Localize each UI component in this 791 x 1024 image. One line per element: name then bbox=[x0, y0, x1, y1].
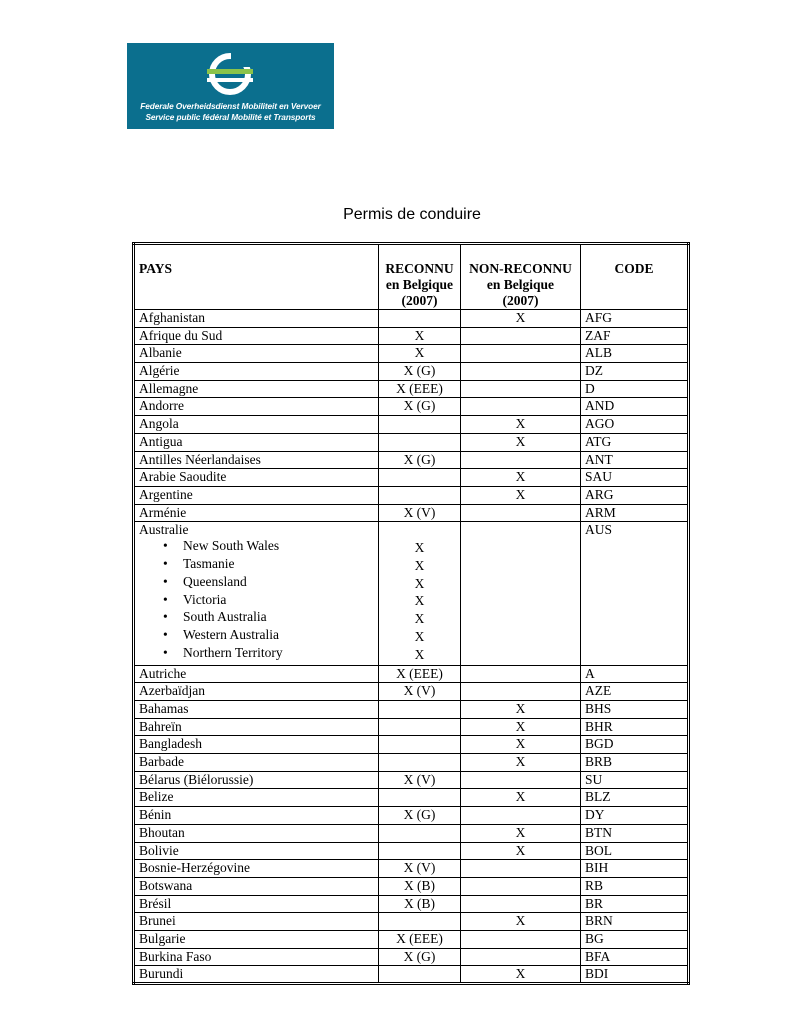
table-body bbox=[134, 310, 689, 984]
reconnu-cell: X (EEE) bbox=[379, 380, 461, 398]
country-code: SU bbox=[581, 771, 689, 789]
country-name: Afrique du Sud bbox=[134, 327, 379, 345]
bullet-icon: • bbox=[163, 609, 168, 625]
bullet-icon: • bbox=[163, 645, 168, 661]
table-row bbox=[134, 310, 689, 328]
non-reconnu-cell: X bbox=[461, 789, 581, 807]
non-reconnu-cell bbox=[461, 860, 581, 878]
list-item bbox=[163, 592, 374, 610]
country-code: ALB bbox=[581, 345, 689, 363]
table-row bbox=[134, 469, 689, 487]
reconnu-cell bbox=[379, 736, 461, 754]
e-emblem-icon bbox=[207, 49, 253, 99]
table-row bbox=[134, 433, 689, 451]
table-row bbox=[134, 877, 689, 895]
country-name: Bhoutan bbox=[134, 824, 379, 842]
country-code: AFG bbox=[581, 310, 689, 328]
reconnu-cell: X (G) bbox=[379, 363, 461, 381]
country-name: Autriche bbox=[134, 665, 379, 683]
list-item bbox=[163, 556, 374, 574]
list-item bbox=[163, 627, 374, 645]
country-code: D bbox=[581, 380, 689, 398]
non-reconnu-cell bbox=[461, 948, 581, 966]
non-reconnu-cell bbox=[461, 363, 581, 381]
state-name: Tasmanie bbox=[183, 556, 235, 572]
table-row bbox=[134, 824, 689, 842]
header-pays: PAYS bbox=[134, 244, 379, 310]
list-item bbox=[163, 609, 374, 627]
reconnu-cell: X (B) bbox=[379, 895, 461, 913]
country-code: ARG bbox=[581, 486, 689, 504]
country-name: Bulgarie bbox=[134, 930, 379, 948]
country-code: DY bbox=[581, 807, 689, 825]
table-row bbox=[134, 504, 689, 522]
country-name: Albanie bbox=[134, 345, 379, 363]
country-code: BG bbox=[581, 930, 689, 948]
reconnu-cell bbox=[379, 754, 461, 772]
country-code: BHR bbox=[581, 718, 689, 736]
non-reconnu-cell bbox=[461, 807, 581, 825]
reconnu-cell: X (EEE) bbox=[379, 930, 461, 948]
spacer bbox=[383, 522, 456, 540]
state-reconnu-mark: X bbox=[414, 646, 425, 662]
country-code: DZ bbox=[581, 363, 689, 381]
header-reconnu bbox=[379, 244, 461, 310]
page-title: Permis de conduire bbox=[343, 206, 481, 223]
country-name: Bahamas bbox=[134, 701, 379, 719]
country-name: Bangladesh bbox=[134, 736, 379, 754]
country-name: Burkina Faso bbox=[134, 948, 379, 966]
reconnu-cell bbox=[379, 966, 461, 984]
driving-license-table bbox=[132, 242, 690, 985]
header-reconnu-line: (2007) bbox=[401, 293, 438, 308]
table-row bbox=[134, 701, 689, 719]
bullet-icon: • bbox=[163, 573, 168, 589]
reconnu-cell: X (G) bbox=[379, 398, 461, 416]
country-name: Barbade bbox=[134, 754, 379, 772]
country-name: Arménie bbox=[134, 504, 379, 522]
country-code: RB bbox=[581, 877, 689, 895]
non-reconnu-cell bbox=[461, 522, 581, 665]
non-reconnu-cell: X bbox=[461, 736, 581, 754]
state-name: Northern Territory bbox=[183, 645, 283, 661]
reconnu-cell bbox=[379, 522, 461, 665]
country-code: ARM bbox=[581, 504, 689, 522]
table-row bbox=[134, 771, 689, 789]
reconnu-cell bbox=[379, 310, 461, 328]
country-name: Argentine bbox=[134, 486, 379, 504]
country-name: Bahreïn bbox=[134, 718, 379, 736]
list-item bbox=[163, 538, 374, 556]
country-code: BDI bbox=[581, 966, 689, 984]
logo-text-dutch: Federale Overheidsdienst Mobiliteit en Vervoer bbox=[140, 101, 321, 111]
non-reconnu-cell bbox=[461, 504, 581, 522]
country-name: Arabie Saoudite bbox=[134, 469, 379, 487]
reconnu-cell: X (G) bbox=[379, 451, 461, 469]
list-item bbox=[163, 574, 374, 592]
state-name: South Australia bbox=[183, 609, 267, 625]
table-row bbox=[134, 451, 689, 469]
reconnu-cell bbox=[379, 718, 461, 736]
header-code: CODE bbox=[581, 244, 689, 310]
table-row bbox=[134, 718, 689, 736]
table-row bbox=[134, 913, 689, 931]
non-reconnu-cell bbox=[461, 683, 581, 701]
reconnu-cell bbox=[379, 824, 461, 842]
reconnu-cell: X bbox=[379, 345, 461, 363]
table-row bbox=[134, 486, 689, 504]
state-reconnu-mark: X bbox=[414, 611, 425, 627]
country-name: Antilles Néerlandaises bbox=[134, 451, 379, 469]
non-reconnu-cell: X bbox=[461, 416, 581, 434]
country-name: Bénin bbox=[134, 807, 379, 825]
state-reconnu-mark: X bbox=[414, 629, 425, 645]
state-list bbox=[139, 538, 374, 663]
non-reconnu-cell: X bbox=[461, 310, 581, 328]
state-reconnu-mark: X bbox=[414, 557, 425, 573]
country-name: Algérie bbox=[134, 363, 379, 381]
header-reconnu-line: RECONNU bbox=[385, 261, 454, 276]
country-name: Antigua bbox=[134, 433, 379, 451]
table-row bbox=[134, 966, 689, 984]
header-non-reconnu bbox=[461, 244, 581, 310]
table-row bbox=[134, 842, 689, 860]
reconnu-cell: X (V) bbox=[379, 860, 461, 878]
non-reconnu-cell: X bbox=[461, 842, 581, 860]
reconnu-cell bbox=[379, 842, 461, 860]
non-reconnu-cell: X bbox=[461, 913, 581, 931]
table-row bbox=[134, 683, 689, 701]
country-code: SAU bbox=[581, 469, 689, 487]
state-name: Queensland bbox=[183, 573, 247, 589]
non-reconnu-cell: X bbox=[461, 754, 581, 772]
header-non-reconnu-line: (2007) bbox=[502, 293, 539, 308]
non-reconnu-cell bbox=[461, 345, 581, 363]
table-row bbox=[134, 665, 689, 683]
list-item bbox=[163, 645, 374, 663]
country-code: AZE bbox=[581, 683, 689, 701]
non-reconnu-cell: X bbox=[461, 718, 581, 736]
reconnu-cell bbox=[379, 433, 461, 451]
table-row bbox=[134, 789, 689, 807]
state-reconnu-mark: X bbox=[414, 593, 425, 609]
bullet-icon: • bbox=[163, 627, 168, 643]
country-code: BRB bbox=[581, 754, 689, 772]
reconnu-cell bbox=[379, 913, 461, 931]
country-code: AND bbox=[581, 398, 689, 416]
country-name: Bosnie-Herzégovine bbox=[134, 860, 379, 878]
country-name: Angola bbox=[134, 416, 379, 434]
reconnu-cell: X (G) bbox=[379, 807, 461, 825]
table-row bbox=[134, 345, 689, 363]
table-row-australia bbox=[134, 522, 689, 665]
non-reconnu-cell: X bbox=[461, 824, 581, 842]
logo-text-french: Service public fédéral Mobilité et Transports bbox=[145, 112, 316, 122]
reconnu-cell: X bbox=[379, 327, 461, 345]
table-row bbox=[134, 948, 689, 966]
country-name: Belize bbox=[134, 789, 379, 807]
country-code: BHS bbox=[581, 701, 689, 719]
reconnu-cell bbox=[379, 789, 461, 807]
country-name: Allemagne bbox=[134, 380, 379, 398]
table-row bbox=[134, 930, 689, 948]
state-reconnu-mark: X bbox=[414, 540, 425, 556]
country-code: ANT bbox=[581, 451, 689, 469]
country-code: BRN bbox=[581, 913, 689, 931]
non-reconnu-cell bbox=[461, 380, 581, 398]
state-reconnu-mark: X bbox=[414, 575, 425, 591]
country-name: Bélarus (Biélorussie) bbox=[134, 771, 379, 789]
non-reconnu-cell: X bbox=[461, 433, 581, 451]
fps-mobility-logo bbox=[127, 43, 334, 129]
country-code: BIH bbox=[581, 860, 689, 878]
non-reconnu-cell bbox=[461, 327, 581, 345]
state-name: Western Australia bbox=[183, 627, 280, 643]
country-code: ZAF bbox=[581, 327, 689, 345]
table-row bbox=[134, 860, 689, 878]
non-reconnu-cell bbox=[461, 398, 581, 416]
non-reconnu-cell: X bbox=[461, 469, 581, 487]
country-code: BR bbox=[581, 895, 689, 913]
bullet-icon: • bbox=[163, 591, 168, 607]
reconnu-cell bbox=[379, 469, 461, 487]
non-reconnu-cell: X bbox=[461, 486, 581, 504]
country-name: Australie bbox=[139, 522, 189, 538]
country-name: Botswana bbox=[134, 877, 379, 895]
reconnu-cell: X (V) bbox=[379, 683, 461, 701]
non-reconnu-cell: X bbox=[461, 966, 581, 984]
country-code: BFA bbox=[581, 948, 689, 966]
country-code: BTN bbox=[581, 824, 689, 842]
reconnu-cell: X (G) bbox=[379, 948, 461, 966]
table-row bbox=[134, 327, 689, 345]
header-non-reconnu-line: NON-RECONNU bbox=[469, 261, 572, 276]
country-name: Azerbaïdjan bbox=[134, 683, 379, 701]
table-row bbox=[134, 736, 689, 754]
reconnu-cell bbox=[379, 416, 461, 434]
country-name: Andorre bbox=[134, 398, 379, 416]
non-reconnu-cell bbox=[461, 665, 581, 683]
bullet-icon: • bbox=[163, 556, 168, 572]
non-reconnu-cell bbox=[461, 930, 581, 948]
country-code: A bbox=[581, 665, 689, 683]
reconnu-cell bbox=[379, 701, 461, 719]
country-code: BLZ bbox=[581, 789, 689, 807]
non-reconnu-cell bbox=[461, 771, 581, 789]
reconnu-cell: X (B) bbox=[379, 877, 461, 895]
country-code: BGD bbox=[581, 736, 689, 754]
reconnu-cell: X (V) bbox=[379, 504, 461, 522]
header-reconnu-line: en Belgique bbox=[385, 277, 454, 292]
country-name: Bolivie bbox=[134, 842, 379, 860]
table-header-row bbox=[134, 244, 689, 310]
country-name: Afghanistan bbox=[134, 310, 379, 328]
header-non-reconnu-line: en Belgique bbox=[486, 277, 555, 292]
country-name: Brésil bbox=[134, 895, 379, 913]
table-row bbox=[134, 416, 689, 434]
country-code: AGO bbox=[581, 416, 689, 434]
non-reconnu-cell bbox=[461, 895, 581, 913]
country-code: AUS bbox=[581, 522, 689, 665]
country-code: ATG bbox=[581, 433, 689, 451]
table-row bbox=[134, 895, 689, 913]
reconnu-cell: X (EEE) bbox=[379, 665, 461, 683]
country-code: BOL bbox=[581, 842, 689, 860]
table-row bbox=[134, 363, 689, 381]
reconnu-cell bbox=[379, 486, 461, 504]
table-row bbox=[134, 807, 689, 825]
table-row bbox=[134, 380, 689, 398]
table-row bbox=[134, 754, 689, 772]
state-name: New South Wales bbox=[183, 538, 280, 554]
country-cell-australia bbox=[134, 522, 379, 665]
state-name: Victoria bbox=[183, 591, 227, 607]
bullet-icon: • bbox=[163, 538, 168, 554]
non-reconnu-cell bbox=[461, 451, 581, 469]
country-name: Brunei bbox=[134, 913, 379, 931]
reconnu-cell: X (V) bbox=[379, 771, 461, 789]
table-row bbox=[134, 398, 689, 416]
non-reconnu-cell bbox=[461, 877, 581, 895]
country-name: Burundi bbox=[134, 966, 379, 984]
non-reconnu-cell: X bbox=[461, 701, 581, 719]
